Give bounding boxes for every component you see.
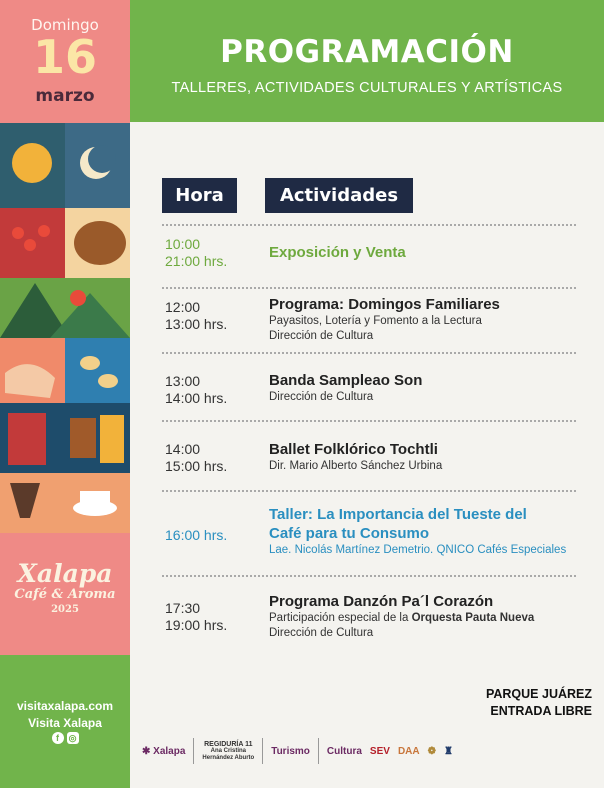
row-divider	[162, 224, 576, 226]
row-divider	[162, 575, 576, 577]
time-slot	[165, 600, 227, 634]
sponsor-logos	[142, 734, 594, 768]
activity-title: Programa Danzón Pa´l Corazón	[269, 593, 494, 610]
row-divider	[162, 490, 576, 492]
logo-cultura: Cultura	[326, 745, 362, 757]
activity-title: Banda Sampleao Son	[269, 372, 423, 389]
activity	[269, 295, 599, 344]
end-time: 15:00 hrs.	[165, 458, 228, 474]
weekday: Domingo	[31, 16, 99, 34]
end-time: 13:00 hrs.	[165, 316, 228, 332]
time-slot	[165, 373, 227, 407]
logo-xalapa: ✱ Xalapa	[142, 745, 186, 757]
activity	[269, 371, 599, 405]
time-slot	[165, 236, 227, 270]
activity	[269, 592, 599, 641]
website-link[interactable]: visitaxalapa.com	[16, 699, 114, 713]
end-time: 14:00 hrs.	[165, 390, 228, 406]
brand-tagline: Café & Aroma	[14, 587, 116, 602]
start-time: 13:00	[165, 373, 201, 389]
date-badge	[0, 0, 130, 123]
location-info	[486, 686, 592, 720]
activity-organizer: Dirección de Cultura	[269, 627, 374, 639]
logo-regiduria: REGIDURÍA 11 Ana Cristina Hernández Aburto	[202, 740, 255, 761]
column-header-actividades: Actividades	[265, 178, 413, 213]
start-time: 16:00 hrs.	[165, 527, 228, 543]
activity-organizer: Dirección de Cultura	[269, 391, 374, 403]
activity-title: Exposición y Venta	[269, 244, 406, 261]
start-time: 14:00	[165, 441, 201, 457]
page-subtitle: TALLERES, ACTIVIDADES CULTURALES Y ARTÍSTICAS	[171, 80, 563, 96]
orchestra-name: Orquesta Pauta Nueva	[411, 612, 535, 624]
time-slot	[165, 299, 227, 333]
anniversary-seal-icon: ❁	[427, 745, 436, 757]
social-icons	[0, 732, 130, 744]
activity-detail	[269, 611, 599, 626]
location-name: PARQUE JUÁREZ	[485, 687, 592, 701]
header-banner	[130, 0, 604, 122]
activity-director: Dir. Mario Alberto Sánchez Urbina	[269, 460, 443, 472]
activity	[269, 243, 599, 262]
page-title: PROGRAMACIÓN	[220, 34, 514, 70]
logo-divider	[193, 738, 194, 764]
logo-divider	[318, 738, 319, 764]
brand-year: 2025	[51, 604, 79, 615]
end-time: 19:00 hrs.	[165, 617, 228, 633]
activity-title: Programa: Domingos Familiares	[269, 296, 500, 313]
activity-detail: Payasitos, Lotería y Fomento a la Lectura	[269, 315, 482, 327]
activity-organizer: Dirección de Cultura	[269, 330, 374, 342]
row-divider	[162, 420, 576, 422]
instagram-icon[interactable]: ◎	[67, 732, 79, 744]
coffee-illustration	[0, 123, 130, 533]
month: marzo	[35, 86, 95, 106]
end-time: 21:00 hrs.	[165, 253, 228, 269]
activity	[269, 505, 599, 558]
detail-prefix: Participación especial de la	[269, 612, 412, 624]
facebook-icon[interactable]: f	[52, 732, 64, 744]
start-time: 12:00	[165, 299, 201, 315]
logo-sev: SEV	[369, 745, 390, 757]
activity	[269, 440, 599, 474]
contact-box	[0, 655, 130, 788]
activity-title: Ballet Folklórico Tochtli	[269, 441, 438, 458]
activity-title-cont: Café para tu Consumo	[269, 525, 430, 542]
column-header-hora: Hora	[162, 178, 237, 213]
university-seal-icon: ♜	[444, 745, 453, 757]
entry-note: ENTRADA LIBRE	[490, 704, 592, 718]
logo-daa: DAA	[397, 745, 420, 757]
left-column	[0, 0, 130, 788]
activity-title: Taller: La Importancia del Tueste del	[269, 506, 527, 523]
activity-instructor: Lae. Nicolás Martínez Demetrio. QNICO Cafés Especiales	[269, 544, 567, 556]
logo-divider	[262, 738, 263, 764]
logo-turismo: Turismo	[271, 745, 310, 757]
brand-name: Xalapa	[17, 559, 113, 588]
day-number: 16	[32, 30, 97, 84]
time-slot	[165, 527, 227, 544]
start-time: 10:00	[165, 236, 201, 252]
brand-logo	[0, 533, 130, 655]
start-time: 17:30	[165, 600, 201, 616]
row-divider	[162, 352, 576, 354]
time-slot	[165, 441, 227, 475]
row-divider	[162, 287, 576, 289]
social-handle: Visita Xalapa	[28, 716, 102, 730]
